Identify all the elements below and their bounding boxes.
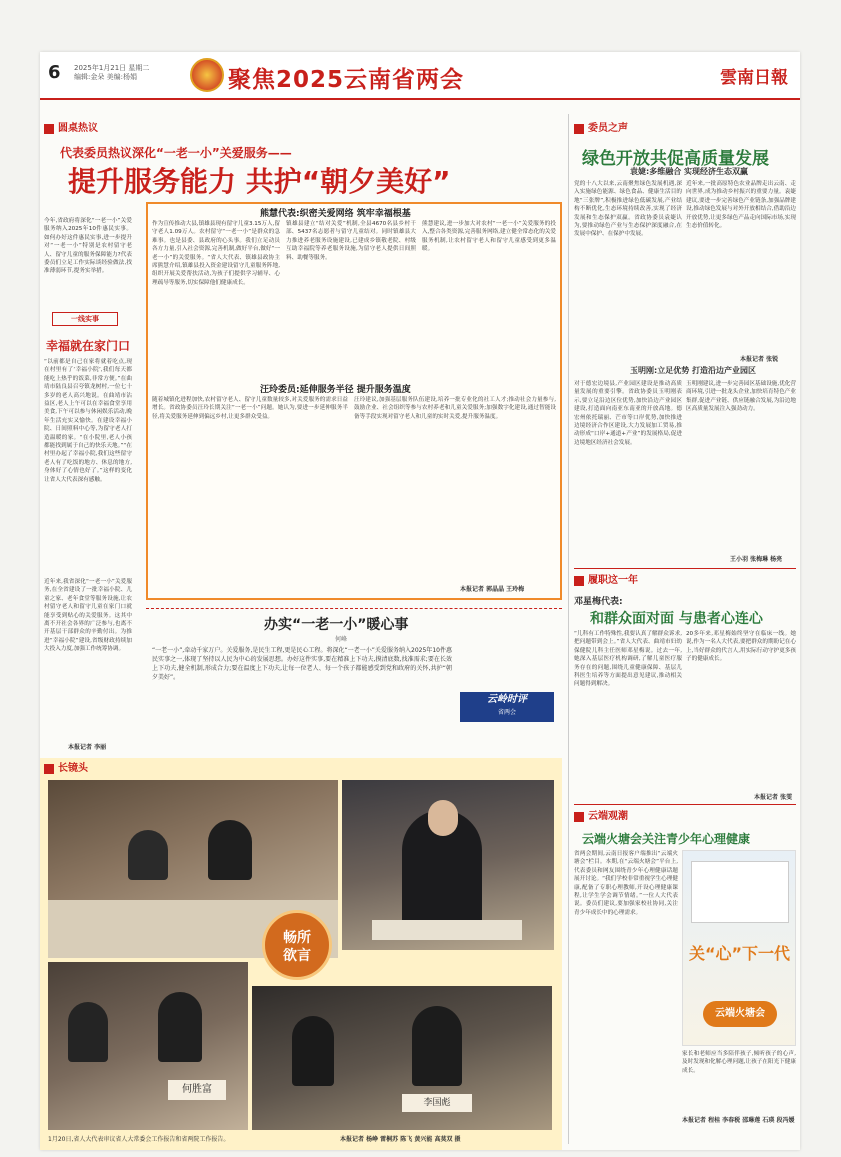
- page-number: 6: [48, 62, 61, 83]
- headline-kicker: 代表委员热议深化“一老一小”关爱服务——: [60, 146, 292, 160]
- photo-left-bottom: [48, 962, 248, 1130]
- body-text-1: “以前都是自己在家将就着吃点,现在村里有了‘幸福小院’,我们每天都能吃上热乎的饭菜,非常方便。”在曲靖市陆良县召夸镇龙树村,一位七十多岁的老人高兴地说。在曲靖市沾益区,老人上午可以在幸福食堂享用美食,下午可以参与休闲娱乐活动,晚年生活充实又愉快。在建设幸福小院、日间照料中心等,为留守老人打造温暖的家。“在小院里,老人小孩都能找到属于自己的快乐天地。”“在村里办起了幸福小院,我们这些留守老人有了吃饭的地方、休息的地方,身体好了心情也好了。”这样的变化让省人大代表深有感触。: [44, 359, 132, 483]
- body-text-2: 近年来,我省深化“一老一小”关爱服务,在全省建设了一批幸福小院、儿童之家、老年食堂等服务设施,让农村留守老人和留守儿童在家门口就能享受到贴心的关爱服务。这其中离不开社会各界的广泛参与,也离不开基层干部群众的辛勤付出。为推进“幸福小院”建设,省级财政持续加大投入力度,加强工作统筹协调。: [44, 579, 132, 653]
- subsection-label: 一线实事: [52, 312, 118, 326]
- commentary-body: “一老一小”,牵动千家万户。关爱服务,是民生工程,更是民心工程。将深化“一老一小”关爱服务纳入2025年10件惠民实事之一,体现了坚持以人民为中心的发展思想。办好这件实事,要在精准上下功夫,摸清底数,找准需求;要在长效上下功夫,健全机制,形成合力;要在温度上下功夫,让每一位老人、每一个孩子都能感受到党和政府的关怀,共护“朝夕美好”。: [152, 647, 452, 681]
- poster-badge: 云端火塘会: [703, 1001, 777, 1027]
- page-meta: [74, 64, 149, 82]
- section-label-cloud: 云端观潮: [574, 810, 628, 824]
- phone-screenshot: [691, 861, 789, 923]
- right-body-1b: 近年来,一批高原特色农业品牌走出云南、走向世界,成为推动乡村振兴的重要力量。袁婕建议,要进一步完善绿色产业链条,加强品牌建设,推动绿色发展与对外开放相结合,借助沿边开放优势,让更多绿色产品走向国际市场,实现生态价值转化。: [686, 181, 796, 230]
- page-header: [40, 52, 800, 100]
- column-divider: [568, 114, 569, 1144]
- byline-right-2: 王小羽 张梅琳 杨亮: [730, 556, 783, 563]
- section-rule-2: [574, 804, 796, 805]
- photo-speaker: [342, 780, 554, 950]
- section-label-voices: 委员之声: [574, 122, 628, 136]
- byline-right-1: 本报记者 张锐: [740, 356, 779, 363]
- right-body-4b: 家长和老师应当多陪伴孩子,倾听孩子的心声,及时发现和化解心理问题,让孩子在阳光下健康成长。: [682, 1051, 796, 1074]
- right-body-4a: 省两会期间,云南日报客户端推出“云端火塘会”栏目。本期,在“云端火塘会”平台上,代表委员和网友围绕青少年心理健康话题展开讨论。“我们学校非常重视学生心理健康,配备了专职心理教师,开设心理健康课程,让学生学会调节情绪。”一位人大代表说。委员们建议,要加强家校社协同,关注青少年成长中的心理需求。: [574, 851, 678, 916]
- photo-caption: 1月20日,省人大代表审议省人大常委会工作报告和省两院工作报告。: [48, 1136, 230, 1143]
- section-label-photo: 长镜头: [44, 762, 88, 776]
- byline-dengxingmei: 邓星梅代表:: [574, 597, 623, 607]
- nameplate-2: 李国彪: [402, 1094, 472, 1112]
- newspaper-logo: 雲南日報: [720, 68, 788, 88]
- interview-title-2: 汪玲委员:延伸服务半径 提升服务温度: [260, 385, 411, 395]
- right-headline-3: 和群众面对面 与患者心连心: [590, 611, 763, 627]
- photo-credit: 本报记者 杨峥 雷桐苏 陈飞 黄兴能 高莫双 摄: [340, 1136, 461, 1143]
- nameplate-1: 何胜富: [168, 1080, 226, 1100]
- right-body-2a: 对于德宏边境县,产业园区建设是推动高质量发展的重要引擎。省政协委员玉明刚表示,要立足沿边区位优势,加快沿边产业园区建设,打造面向南亚东南亚的开放高地。德宏州依托瑞丽、芒市等口岸优势,加快推进边境经济合作区建设,大力发展加工贸易,推动形成“口岸+通道+产业”的发展格局,促进边境地区经济社会发展。: [574, 381, 682, 446]
- commentary-author: 何峰: [335, 636, 348, 643]
- editors: 编辑:金朵 美编:杨娟: [74, 73, 137, 81]
- right-headline-4: 云端火塘会关注青少年心理健康: [582, 832, 751, 846]
- section-rule-1: [574, 568, 796, 569]
- right-body-3a: “儿科有工作特殊性,我要认真了解群众诉求,把问题带到会上。”省人大代表、曲靖市妇幼保健院儿科主任医师邓星梅说。过去一年,她深入基层医疗机构调研,了解儿童医疗服务存在的问题,围绕儿童健康保障、基层儿科医生培养等方面提出意见建议,推动相关问题得到解决。: [574, 631, 682, 688]
- interview-1-col-a: 作为宣传推动大县,镇雄县现有留守儿童3.15万人,留守老人1.09万人。农村留守“一老一小”是群众的急难事。也是县委、县政府的心头事。我们立足动员各方力量,引入社会资源,完善机制,做好平台,做好“一老一小”的关爱服务。“省人大代表、镇雄县政协主席熊慧介绍,镇雄县投入资金建设留守儿童服务阵地,组织开展关爱帮扶活动,为孩子们提供学习辅导、心理疏导等服务,切实保障他们健康成长。: [152, 221, 280, 286]
- commentary-badge-sub: 省两会: [497, 709, 516, 716]
- interview-2-col-a: 随着城镇化进程加快,农村留守老人、留守儿童数量较多,对关爱服务的需求日益增长。省政协委员汪玲长期关注“一老一小”问题。她认为,要进一步延伸服务半径,将关爱服务延伸到偏远乡村,让更多群众受益。: [152, 397, 348, 420]
- poster-card: [682, 850, 796, 1046]
- poster-title: 关“心”下一代: [689, 944, 791, 963]
- photo-badge-b: 欲言: [283, 948, 311, 964]
- right-body-3b: 20多年来,邓星梅始终坚守在临床一线。她说,作为一名人大代表,要把群众的期盼记在心上,当好群众的代言人,用实际行动守护更多孩子的健康成长。: [686, 631, 796, 663]
- section-label-roundtable: 圆桌热议: [44, 122, 98, 136]
- commentary-badge-title: 云岭时评: [487, 694, 527, 705]
- right-body-2b: 玉明刚建议,进一步完善园区基础设施,优化营商环境,引进一批龙头企业,加快培育特色产业集群,促进产业链、供应链融合发展,为沿边地区高质量发展注入强劲动力。: [686, 381, 796, 413]
- feature-title: 聚焦2025云南省两会: [228, 67, 465, 93]
- interview-1-col-c: 熊慧建议,进一步加大对农村“一老一小”关爱服务的投入,整合各类资源,完善服务网络,建立健全常态化的关爱服务机制,让农村留守老人和留守儿童感受到更多温暖。: [422, 221, 556, 253]
- main-headline: 提升服务能力 共护“朝夕美好”: [68, 165, 451, 198]
- photo-badge: [262, 910, 332, 980]
- interview-2-col-b: 汪玲建议,加强基层服务队伍建设,培养一批专业化的社工人才;推动社会力量参与,鼓励企业、社会组织等参与农村养老和儿童关爱服务;加强数字化建设,通过智能设备等手段实现对留守老人和儿童的实时关爱,提升服务温度。: [354, 397, 556, 420]
- photo-badge-a: 畅所: [283, 930, 311, 946]
- intro-text: 今年,省政府将深化“一老一小”关爱服务纳入2025年10件惠民实事。如何办好这件惠民实事,进一步提升对“一老一小”特别是农村留守老人、留守儿童的服务保障能力?代表委员们立足工作实际谈经验做法,找准薄弱环节,提务实举措。: [44, 218, 132, 275]
- byline-right-4: 本报记者 程桂 李春税 邵琳莲 石瑛 段冯媛: [682, 1117, 795, 1124]
- right-body-1a: 党的十八大以来,云南聚焦绿色发展机遇,深入实施绿色能源、绿色食品、健康生活目的地“三张牌”,积极推进绿色低碳发展,产业结构不断优化,生态环境持续改善,实现了经济发展和生态保护双赢。省政协委员袁婕认为,要推动绿色产业与生态保护深度融合,在发展中保护、在保护中发展。: [574, 181, 682, 238]
- commentary-badge: [460, 692, 554, 722]
- byline-yuminggang: 玉明刚:立足优势 打造沿边产业园区: [630, 366, 756, 375]
- subheadline: 幸福就在家门口: [46, 339, 131, 353]
- photo-right-bottom: [252, 986, 552, 1130]
- interview-1-col-b: 镇雄县建立“结对关爱”机制,全县4670名县乡村干部、5437名志愿者与留守儿童结对。同时镇雄县大力推进养老服务设施建设,已建成乡镇敬老院、村级互助幸福院等养老服务设施,为留守老人提供日间照料、助餐等服务。: [286, 221, 416, 261]
- national-emblem-icon: [190, 58, 224, 92]
- byline-right-3: 本报记者 张雯: [754, 794, 793, 801]
- byline-frame: 本报记者 郭晶晶 王玲梅: [460, 586, 525, 593]
- interview-title-1: 熊慧代表:织密关爱网络 筑牢幸福根基: [260, 209, 411, 219]
- right-headline-1: 绿色开放共促高质量发展: [582, 149, 769, 169]
- byline-yuanjie: 袁婕:多维融合 实现经济生态双赢: [630, 167, 748, 176]
- issue-date: 2025年1月21日 星期二: [74, 64, 150, 72]
- byline-left: 本报记者 李丽: [68, 744, 107, 751]
- commentary-title: 办实“一老一小”暖心事: [264, 617, 409, 633]
- section-label-year: 履职这一年: [574, 574, 638, 588]
- newspaper-page: [40, 52, 800, 1150]
